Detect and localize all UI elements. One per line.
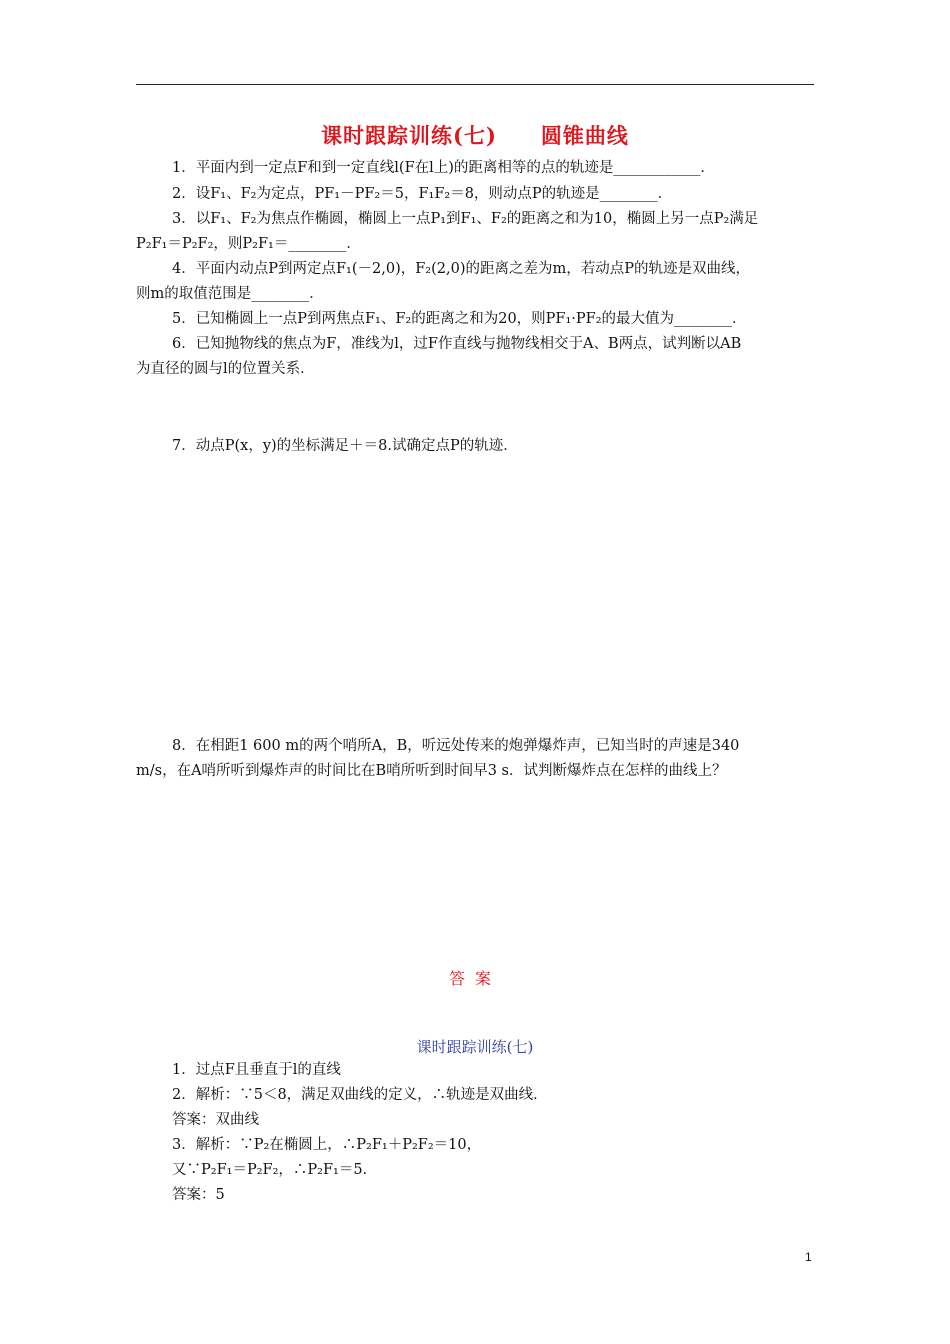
question-1: 1．平面内到一定点F和到一定直线l(F在l上)的距离相等的点的轨迹是____________． xyxy=(172,160,715,176)
question-4-line-1: 4．平面内动点P到两定点F₁(－2,0)，F₂(2,0)的距离之差为m，若动点P的轨迹是双曲线， xyxy=(172,261,750,277)
page-number: 1 xyxy=(805,1250,812,1264)
question-4-line-2: 则m的取值范围是________． xyxy=(136,286,324,302)
question-7: 7．动点P(x，y)的坐标满足＋＝8.试确定点P的轨迹． xyxy=(172,438,518,454)
answer-3-line-2: 又∵P₂F₁＝P₂F₂，∴P₂F₁＝5. xyxy=(172,1162,368,1178)
question-3-line-2: P₂F₁＝P₂F₂，则P₂F₁＝________． xyxy=(136,236,361,252)
question-6-line-2: 为直径的圆与l的位置关系． xyxy=(136,361,315,377)
answer-1: 1．过点F且垂直于l的直线 xyxy=(172,1062,341,1078)
question-8-line-2: m/s，在A哨所听到爆炸声的时间比在B哨所听到时间早3 s．试判断爆炸点在怎样的曲线上？ xyxy=(136,763,727,779)
answers-heading: 答案 xyxy=(448,969,501,988)
answer-2: 2．解析：∵5＜8，满足双曲线的定义，∴轨迹是双曲线． xyxy=(172,1087,548,1103)
page-title: 课时跟踪训练(七) 圆锥曲线 xyxy=(321,123,629,148)
question-3-line-1: 3．以F₁、F₂为焦点作椭圆，椭圆上一点P₁到F₁、F₂的距离之和为10，椭圆上另一点P₂满足 xyxy=(172,211,759,227)
question-5: 5．已知椭圆上一点P到两焦点F₁、F₂的距离之和为20，则PF₁·PF₂的最大值为________． xyxy=(172,311,747,327)
question-2: 2．设F₁、F₂为定点，PF₁－PF₂＝5，F₁F₂＝8，则动点P的轨迹是________． xyxy=(172,186,673,202)
answer-2-result: 答案：双曲线 xyxy=(172,1112,259,1128)
question-8-line-1: 8．在相距1 600 m的两个哨所A，B，听远处传来的炮弹爆炸声，已知当时的声速是340 xyxy=(172,738,740,754)
answer-3-result: 答案：5 xyxy=(172,1187,225,1203)
question-6-line-1: 6．已知抛物线的焦点为F，准线为l，过F作直线与抛物线相交于A、B两点，试判断以AB xyxy=(172,336,742,352)
answer-3-line-1: 3．解析：∵P₂在椭圆上，∴P₂F₁＋P₂F₂＝10， xyxy=(172,1137,482,1153)
header-rule xyxy=(136,84,814,85)
answers-subheading: 课时跟踪训练(七) xyxy=(416,1038,534,1056)
